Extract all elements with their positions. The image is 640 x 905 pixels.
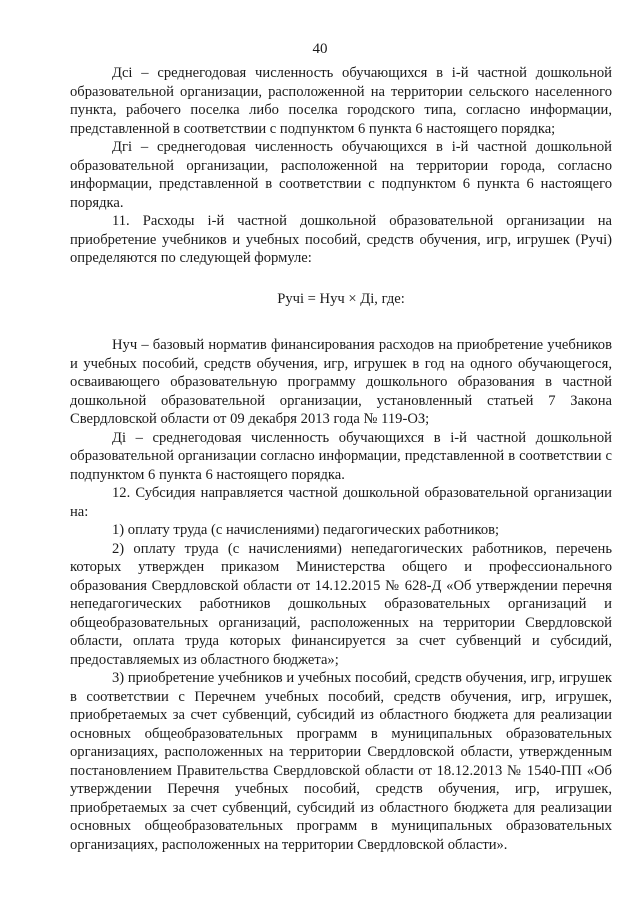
paragraph-item-11: 11. Расходы і-й частной дошкольной образовательной организации на приобретение учебников и учебных пособий, средств обучения, игр, игрушек (Ручі) определяются по следующей формуле: bbox=[70, 213, 612, 266]
paragraph-dgi-definition: Дгі – среднегодовая численность обучающихся в і-й частной дошкольной образовательной организации, расположенной на территории города, согласно информации, представленной в соответствии с подпунктом 6 пункта 6 настоящего порядка. bbox=[70, 139, 612, 211]
list-item-1: 1) оплату труда (с начислениями) педагогических работников; bbox=[112, 522, 500, 538]
paragraph-di-definition: Ді – среднегодовая численность обучающихся в і-й частной дошкольной образовательной организации согласно информации, представленной в соответствии с подпунктом 6 пункта 6 настоящего порядка. bbox=[70, 429, 612, 483]
document-body bbox=[70, 64, 612, 854]
list-item-3: 3) приобретение учебников и учебных пособий, средств обучения, игр, игрушек в соответствии с Перечнем учебных пособий, средств обучения, игр, игрушек, приобретаемых за счет субвенций, субсидий из областного бюджета для реализации основных общеобразовательных программ в муниципальных образовательных организациях, расположенных на территории Свердловской области, утвержденным постановлением Правительства Свердловской области от 18.12.2013 № 1540-ПП «Об утверждении Перечня учебных пособий, средств обучения, игр, игрушек, приобретаемых за счет субвенций, субсидий из областного бюджета для реализации основных общеобразовательных программ в муниципальных образовательных организациях, расположенных на территории Свердловской области». bbox=[70, 670, 612, 853]
formula: Ручі = Нуч × Ді, где: bbox=[277, 290, 405, 307]
paragraph-dsi-definition: Дсі – среднегодовая численность обучающихся в і-й частной дошкольной образовательной организации, расположенной на территории сельского населенного пункта, рабочего поселка либо поселка городского типа, согласно информации, представленной в соответствии с подпунктом 6 пункта 6 настоящего порядка; bbox=[70, 65, 612, 137]
list-item-2: 2) оплату труда (с начислениями) непедагогических работников, перечень которых утвержден приказом Министерства общего и профессионального образования Свердловской области от 14.12.2015 № 628-Д «Об утверждении перечня непедагогических работников дошкольных образовательных организаций и общеобразовательных организаций, расположенных на территории Свердловской области, оплата труда которых финансируется за счет субвенций и субсидий, предоставляемых из областного бюджета»; bbox=[70, 540, 612, 668]
page-number: 40 bbox=[312, 41, 328, 57]
paragraph-item-12: 12. Субсидия направляется частной дошкольной образовательной организации на: bbox=[70, 485, 612, 520]
paragraph-nuch-definition: Нуч – базовый норматив финансирования расходов на приобретение учебников и учебных пособий, средств обучения, игр, игрушек в год на одного обучающегося, осваивающего образовательную программу дошкольного образования в частной дошкольной образовательной организации, установленный статьей 7 Закона Свердловской области от 09 декабря 2013 года № 119-ОЗ; bbox=[70, 337, 612, 427]
